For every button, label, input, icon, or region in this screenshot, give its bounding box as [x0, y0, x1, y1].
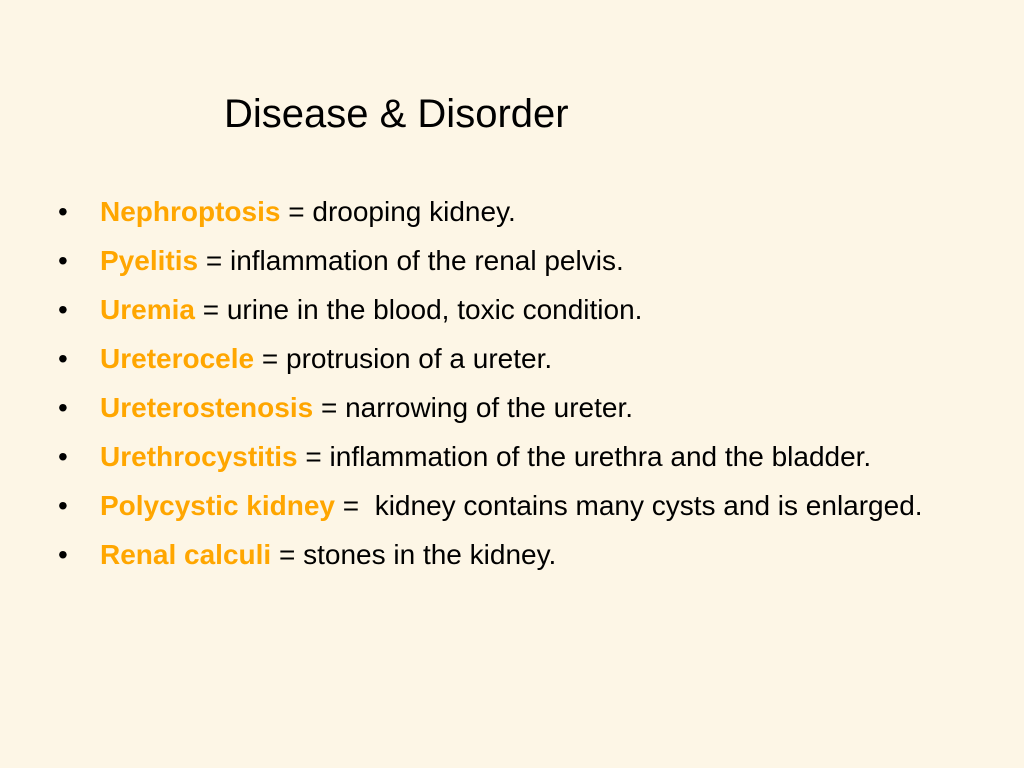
list-item: [0, 437, 1000, 477]
bullet-list: [0, 192, 1000, 584]
bullet-icon: •: [58, 392, 68, 423]
list-item: [0, 486, 1000, 526]
slide-title: Disease & Disorder: [224, 92, 569, 136]
definition: = protrusion of a ureter.: [254, 343, 553, 374]
bullet-icon: •: [58, 245, 68, 276]
list-item: [0, 290, 1000, 330]
list-item: [0, 339, 1000, 379]
list-item: [0, 241, 1000, 281]
term: Urethrocystitis: [100, 441, 298, 472]
definition: = inflammation of the urethra and the bladder.: [297, 441, 872, 472]
bullet-icon: •: [58, 343, 68, 374]
bullet-icon: •: [58, 294, 68, 325]
term: Ureterostenosis: [100, 392, 314, 423]
definition: = kidney contains many cysts and is enlarged.: [335, 490, 923, 521]
bullet-icon: •: [58, 490, 68, 521]
list-item: [0, 535, 1000, 575]
definition: = urine in the blood, toxic condition.: [194, 294, 643, 325]
term: Renal calculi: [100, 539, 272, 570]
definition: = inflammation of the renal pelvis.: [198, 245, 624, 276]
bullet-icon: •: [58, 539, 68, 570]
definition: = stones in the kidney.: [271, 539, 557, 570]
bullet-icon: •: [58, 196, 68, 227]
term: Nephroptosis: [100, 196, 281, 227]
term: Ureterocele: [100, 343, 255, 374]
bullet-icon: •: [58, 441, 68, 472]
list-item: [0, 192, 1000, 232]
definition: = drooping kidney.: [280, 196, 516, 227]
term: Polycystic kidney: [100, 490, 336, 521]
definition: = narrowing of the ureter.: [313, 392, 634, 423]
list-item: [0, 388, 1000, 428]
term: Pyelitis: [100, 245, 199, 276]
term: Uremia: [100, 294, 195, 325]
